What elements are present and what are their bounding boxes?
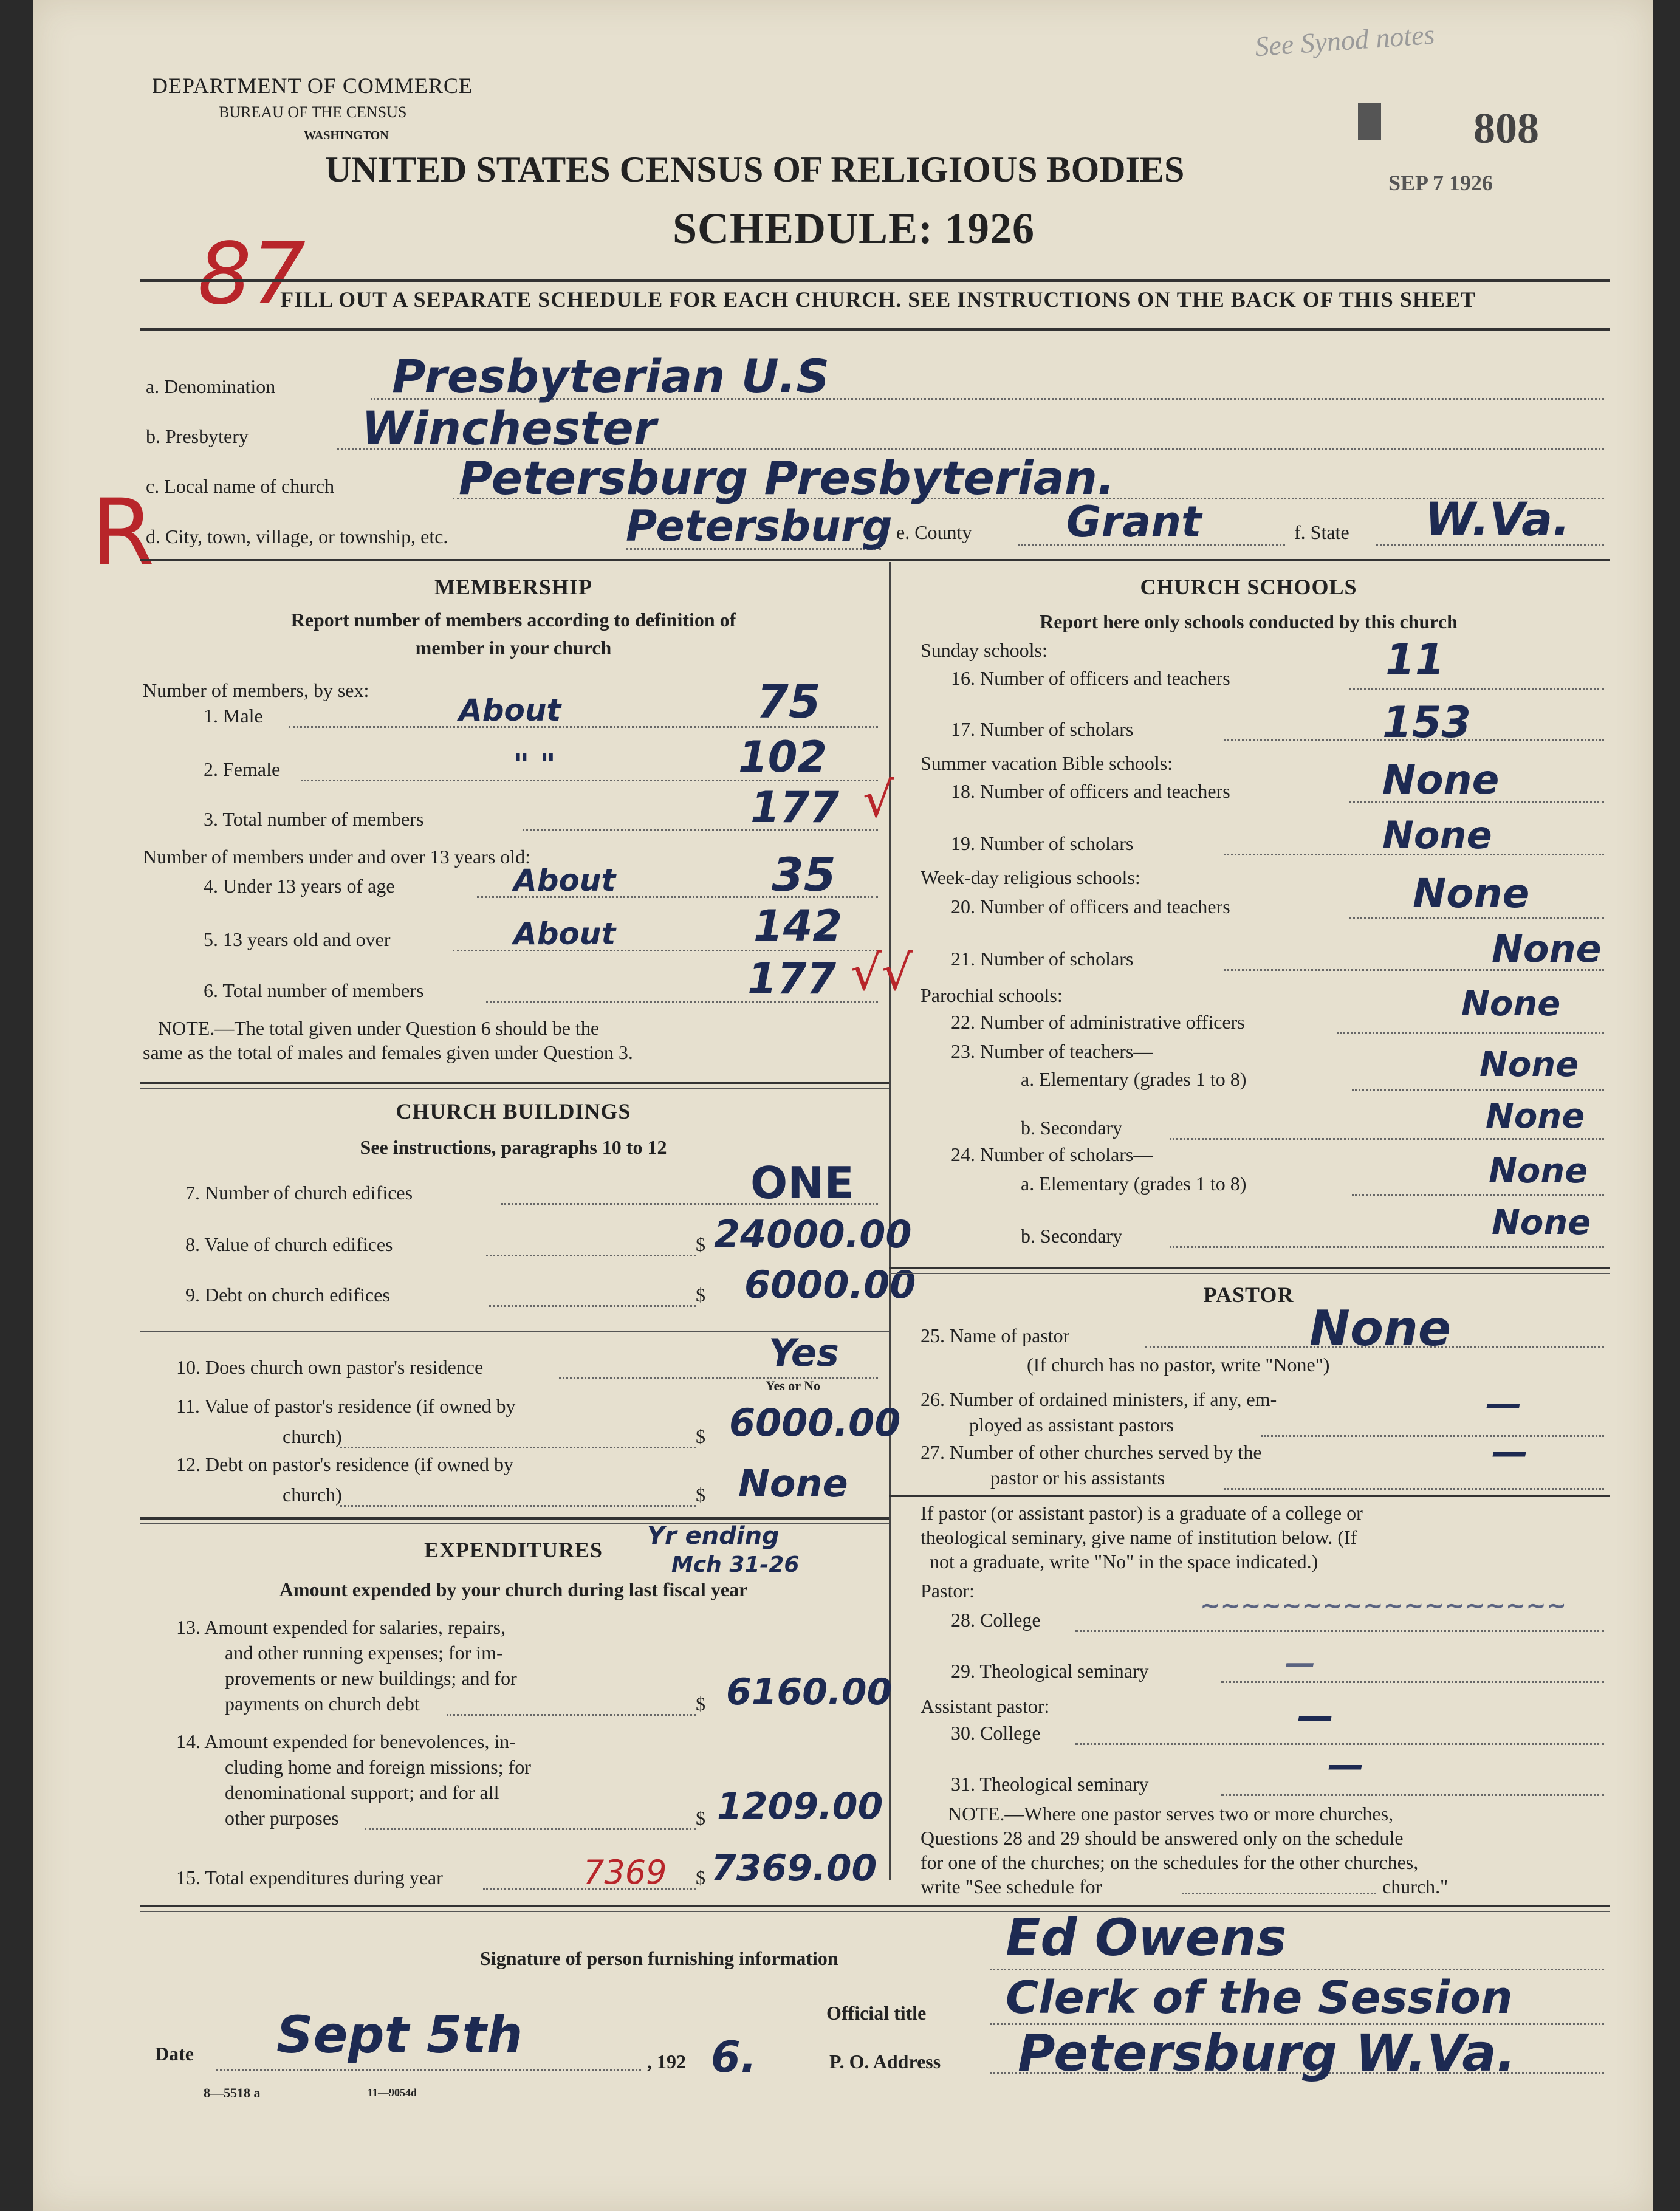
q2-note: " ": [513, 747, 556, 783]
q9-dollar: $: [696, 1284, 705, 1306]
instruction-line: FILL OUT A SEPARATE SCHEDULE FOR EACH CHURCH. SEE INSTRUCTIONS ON THE BACK OF THIS SHEET: [280, 287, 1476, 312]
header-rule: [140, 279, 1610, 282]
q5-note: About: [513, 916, 616, 951]
by-sex-label: Number of members, by sex:: [143, 679, 369, 701]
q4-value[interactable]: 35: [772, 848, 836, 902]
q12-label-a: 12. Debt on pastor's residence (if owned by: [176, 1453, 513, 1475]
q16-value[interactable]: 11: [1385, 635, 1445, 685]
pastor-heading: PASTOR: [1203, 1283, 1294, 1307]
denomination-label: a. Denomination: [146, 375, 276, 397]
pastor-subheading: Pastor:: [921, 1580, 975, 1602]
header-rule-2: [140, 328, 1610, 331]
q31-line: [1221, 1794, 1604, 1796]
census-schedule-sheet: [33, 0, 1653, 2211]
q14-label-2: cluding home and foreign missions; for: [225, 1756, 531, 1778]
q23b-value[interactable]: None: [1486, 1097, 1585, 1136]
q17-label: 17. Number of scholars: [951, 718, 1134, 740]
stamp-date: SEP 7 1926: [1388, 171, 1493, 195]
q4-label: 4. Under 13 years of age: [204, 875, 395, 897]
q13-dollar: $: [696, 1693, 705, 1715]
q1-label: 1. Male: [204, 705, 263, 727]
q7-value[interactable]: ONE: [750, 1157, 854, 1208]
membership-sub1: Report number of members according to definition of: [290, 609, 736, 631]
q11-label-a: 11. Value of pastor's residence (if owned by: [176, 1395, 516, 1417]
q1-value[interactable]: 75: [756, 674, 821, 728]
q13-label-3: provements or new buildings; and for: [225, 1667, 517, 1689]
hand-r-mark: R: [91, 480, 155, 586]
q8-label: 8. Value of church edifices: [185, 1233, 393, 1255]
pastor-note-1: NOTE.—Where one pastor serves two or more churches,: [948, 1803, 1394, 1825]
q18-value[interactable]: None: [1382, 756, 1500, 803]
po-address-label: P. O. Address: [829, 2051, 941, 2072]
corner-note: See Synod notes: [1253, 18, 1436, 63]
form-number: 8—5518 a: [204, 2085, 261, 2100]
dept-label: DEPARTMENT OF COMMERCE: [152, 74, 473, 98]
q2-value[interactable]: 102: [738, 732, 828, 782]
schools-rule-b: [889, 1273, 1610, 1274]
q10-line: [559, 1377, 878, 1379]
q6-label: 6. Total number of members: [204, 979, 424, 1001]
form-title: UNITED STATES CENSUS OF RELIGIOUS BODIES: [325, 149, 1185, 190]
buildings-sub: See instructions, paragraphs 10 to 12: [360, 1136, 667, 1158]
city-label: WASHINGTON: [304, 129, 389, 142]
q18-label: 18. Number of officers and teachers: [951, 780, 1230, 802]
q5-value[interactable]: 142: [753, 901, 843, 951]
county-value[interactable]: Grant: [1066, 497, 1202, 547]
stamp-number: 808: [1473, 104, 1539, 153]
q14-value[interactable]: 1209.00: [717, 1785, 883, 1828]
pastor-note-line: [1182, 1893, 1376, 1894]
q7-label: 7. Number of church edifices: [185, 1182, 413, 1204]
q11-dollar: $: [696, 1425, 705, 1447]
q11-label-b: church): [283, 1425, 342, 1447]
membership-note-2: same as the total of males and females given under Question 3.: [143, 1041, 633, 1063]
q27-label-a: 27. Number of other churches served by the: [921, 1441, 1262, 1463]
q3-label: 3. Total number of members: [204, 808, 424, 830]
q3-value[interactable]: 177: [750, 783, 840, 832]
hand-number: 87: [197, 225, 306, 324]
state-label: f. State: [1294, 521, 1349, 543]
q24b-value[interactable]: None: [1492, 1203, 1591, 1243]
q24b-label: b. Secondary: [1021, 1225, 1123, 1247]
buildings-heading: CHURCH BUILDINGS: [396, 1099, 631, 1123]
q12-label-b: church): [283, 1484, 342, 1506]
by-age-label: Number of members under and over 13 years old:: [143, 846, 531, 868]
q21-label: 21. Number of scholars: [951, 948, 1134, 970]
membership-rule-b: [140, 1088, 889, 1089]
expenditures-note-2: Mch 31-26: [671, 1552, 800, 1577]
official-title-label: Official title: [826, 2002, 927, 2024]
church-name-label: c. Local name of church: [146, 475, 335, 497]
official-title-value[interactable]: Clerk of the Session: [1006, 1972, 1513, 2024]
q26-line: [1261, 1435, 1604, 1437]
q13-line: [447, 1714, 696, 1716]
q29-label: 29. Theological seminary: [951, 1660, 1149, 1682]
stamp-mark-icon: [1358, 103, 1381, 140]
schools-heading: CHURCH SCHOOLS: [1140, 575, 1357, 599]
signature-label: Signature of person furnishing information: [480, 1947, 838, 1969]
q16-line: [1349, 688, 1604, 690]
q3-check-icon: √: [863, 772, 894, 828]
expenditures-note-1: Yr ending: [647, 1522, 780, 1550]
buildings-rule: [140, 1517, 889, 1520]
q30-dash-icon: —: [1297, 1695, 1334, 1738]
q15-label: 15. Total expenditures during year: [176, 1866, 443, 1888]
q29-mark-icon: —: [1285, 1645, 1315, 1681]
q10-value[interactable]: Yes: [769, 1331, 839, 1375]
q28-mark-icon: ~~~~~~~~~~~~~~~~~~: [1200, 1592, 1567, 1620]
q1-note: About: [459, 693, 561, 728]
q6-value[interactable]: 177: [747, 954, 837, 1004]
po-address-value[interactable]: Petersburg W.Va.: [1018, 2023, 1516, 2083]
membership-rule: [140, 1082, 889, 1084]
pastor-note-3: for one of the churches; on the schedules for the other churches,: [921, 1851, 1419, 1873]
q12-line: [340, 1505, 696, 1507]
membership-heading: MEMBERSHIP: [434, 575, 592, 599]
grad-text-2: theological seminary, give name of institution below. (If: [921, 1526, 1357, 1548]
q15-red-note: 7369: [583, 1853, 667, 1891]
date-value[interactable]: Sept 5th: [276, 2005, 523, 2065]
q14-label-3: denominational support; and for all: [225, 1781, 499, 1803]
q27-dash-icon: —: [1492, 1431, 1528, 1473]
pastor-note-4: write "See schedule for: [921, 1876, 1102, 1897]
q13-label-2: and other running expenses; for im-: [225, 1642, 503, 1664]
date-label: Date: [155, 2043, 194, 2065]
q9-label: 9. Debt on church edifices: [185, 1284, 390, 1306]
q9-line: [489, 1305, 696, 1307]
q25-hint: (If church has no pastor, write "None"): [1027, 1354, 1330, 1376]
q26-label-b: ployed as assistant pastors: [969, 1414, 1174, 1436]
q14-line: [365, 1828, 696, 1830]
q27-line: [1224, 1488, 1604, 1490]
q8-dollar: $: [696, 1233, 705, 1255]
q23b-label: b. Secondary: [1021, 1117, 1123, 1139]
q24b-line: [1170, 1246, 1604, 1248]
q26-dash-icon: —: [1486, 1382, 1522, 1425]
q13-value[interactable]: 6160.00: [726, 1671, 893, 1713]
presbytery-value[interactable]: Winchester: [362, 401, 657, 455]
q11-line: [340, 1447, 696, 1448]
bureau-label: BUREAU OF THE CENSUS: [219, 103, 407, 121]
bottom-rule-b: [140, 1911, 1610, 1912]
q10-hint: Yes or No: [766, 1378, 821, 1393]
q11-value[interactable]: 6000.00: [729, 1400, 901, 1445]
pastor-note-5: church.": [1382, 1876, 1449, 1897]
q12-value[interactable]: None: [738, 1461, 848, 1506]
q22-label: 22. Number of administrative officers: [951, 1011, 1245, 1033]
q14-dollar: $: [696, 1807, 705, 1829]
q19-value[interactable]: None: [1382, 813, 1492, 857]
membership-note-1: NOTE.—The total given under Question 6 should be the: [158, 1017, 600, 1039]
q25-value[interactable]: None: [1309, 1300, 1452, 1357]
state-value[interactable]: W.Va.: [1425, 492, 1571, 546]
form-number-2: 11—9054d: [368, 2086, 417, 2099]
grad-text-1: If pastor (or assistant pastor) is a graduate of a college or: [921, 1502, 1363, 1524]
schools-sub: Report here only schools conducted by this church: [1040, 611, 1458, 632]
sunday-label: Sunday schools:: [921, 639, 1047, 661]
q8-value[interactable]: 24000.00: [714, 1212, 912, 1256]
q12-dollar: $: [696, 1484, 705, 1506]
q28-label: 28. College: [951, 1609, 1041, 1631]
q9-value[interactable]: 6000.00: [744, 1263, 916, 1307]
county-label: e. County: [896, 521, 972, 543]
assistant-subheading: Assistant pastor:: [921, 1695, 1050, 1717]
q20-line: [1349, 917, 1604, 919]
q6-check-icon: √√: [851, 945, 913, 1001]
q20-value[interactable]: None: [1413, 870, 1530, 917]
pastor-rule: [889, 1495, 1610, 1497]
q10-label: 10. Does church own pastor's residence: [176, 1356, 484, 1378]
parochial-label: Parochial schools:: [921, 984, 1063, 1006]
q15-line: [483, 1888, 696, 1890]
q19-label: 19. Number of scholars: [951, 832, 1134, 854]
q22-line: [1337, 1032, 1604, 1034]
membership-sub2: member in your church: [415, 637, 612, 659]
q2-label: 2. Female: [204, 758, 281, 780]
q27-label-b: pastor or his assistants: [990, 1467, 1165, 1489]
expenditures-heading: EXPENDITURES: [423, 1538, 603, 1562]
q17-value[interactable]: 153: [1382, 698, 1472, 747]
q24a-line: [1352, 1194, 1604, 1196]
q15-dollar: $: [696, 1866, 705, 1888]
form-subtitle: SCHEDULE: 1926: [672, 204, 1035, 253]
q14-label-4: other purposes: [225, 1807, 339, 1829]
q5-label: 5. 13 years old and over: [204, 928, 391, 950]
year-label: , 192: [647, 2051, 686, 2072]
expenditures-sub: Amount expended by your church during last fiscal year: [279, 1579, 748, 1600]
church-name-value[interactable]: Petersburg Presbyterian.: [459, 451, 1115, 505]
q23a-value[interactable]: None: [1479, 1045, 1579, 1085]
q23-label: 23. Number of teachers—: [951, 1040, 1153, 1062]
pastor-note-2: Questions 28 and 29 should be answered only on the schedule: [921, 1827, 1404, 1849]
identity-rule: [140, 559, 1610, 561]
q21-value[interactable]: None: [1492, 927, 1602, 971]
q26-label-a: 26. Number of ordained ministers, if any, em-: [921, 1388, 1277, 1410]
q8-line: [486, 1255, 696, 1256]
q13-label-4: payments on church debt: [225, 1693, 420, 1715]
q23a-line: [1352, 1089, 1604, 1091]
year-value[interactable]: 6.: [711, 2032, 757, 2082]
q4-note: About: [513, 863, 616, 898]
q24a-label: a. Elementary (grades 1 to 8): [1021, 1173, 1247, 1195]
q31-label: 31. Theological seminary: [951, 1773, 1149, 1795]
schools-rule: [889, 1267, 1610, 1269]
q20-label: 20. Number of officers and teachers: [951, 896, 1230, 917]
q23a-label: a. Elementary (grades 1 to 8): [1021, 1068, 1247, 1090]
q24-label: 24. Number of scholars—: [951, 1143, 1153, 1165]
q30-label: 30. College: [951, 1722, 1041, 1744]
presbytery-label: b. Presbytery: [146, 425, 249, 447]
q14-label-1: 14. Amount expended for benevolences, in-: [176, 1730, 516, 1752]
q16-label: 16. Number of officers and teachers: [951, 667, 1230, 689]
city-label-field: d. City, town, village, or township, etc.: [146, 526, 448, 547]
denomination-value[interactable]: Presbyterian U.S: [392, 349, 830, 403]
signature-line: [990, 1969, 1604, 1970]
q29-line: [1221, 1681, 1604, 1683]
signature-value[interactable]: Ed Owens: [1006, 1908, 1287, 1967]
q28-line: [1075, 1630, 1604, 1632]
q23b-line: [1170, 1138, 1604, 1140]
bottom-rule: [140, 1905, 1610, 1907]
summer-label: Summer vacation Bible schools:: [921, 752, 1173, 774]
grad-text-3: not a graduate, write "No" in the space indicated.): [930, 1551, 1318, 1572]
q22-value[interactable]: None: [1461, 984, 1561, 1024]
q13-label-1: 13. Amount expended for salaries, repairs,: [176, 1616, 506, 1638]
q25-label: 25. Name of pastor: [921, 1325, 1070, 1346]
q24a-value[interactable]: None: [1489, 1151, 1588, 1191]
city-value[interactable]: Petersburg: [626, 501, 893, 551]
q15-value[interactable]: 7369.00: [711, 1847, 877, 1890]
date-line: [216, 2069, 641, 2071]
q31-dash-icon: —: [1328, 1744, 1364, 1786]
weekday-label: Week-day religious schools:: [921, 866, 1140, 888]
